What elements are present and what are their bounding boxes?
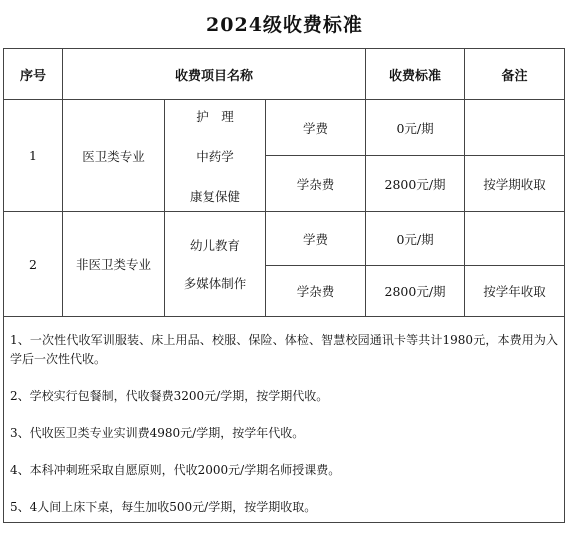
note-item: 5、4人间上床下桌，每生加收500元/学期，按学期收取。 <box>10 499 317 514</box>
fee-name: 学杂费 <box>266 266 366 317</box>
note-item: 1、一次性代收军训服装、床上用品、校服、保险、体检、智慧校园通讯卡等共计1980元，本费用为入学后一次性代收。 <box>10 332 559 366</box>
header-standard: 收费标准 <box>366 49 465 100</box>
table-row <box>4 212 565 266</box>
group-category: 医卫类专业 <box>63 100 165 212</box>
note-item: 3、代收医卫类专业实训费4980元/学期，按学年代收。 <box>10 425 305 440</box>
fee-name: 学杂费 <box>266 156 366 212</box>
note-item: 2、学校实行包餐制，代收餐费3200元/学期，按学期代收。 <box>10 388 329 403</box>
major-name: 康复保健 <box>189 188 240 204</box>
notes-row <box>4 317 565 523</box>
major-name: 中药学 <box>196 148 234 164</box>
fee-remark: 按学期收取 <box>465 156 565 212</box>
fee-amount: 0元/期 <box>366 100 465 156</box>
table-header-row <box>4 49 565 100</box>
fee-name: 学费 <box>266 212 366 266</box>
group-majors <box>165 212 266 317</box>
fee-amount: 2800元/期 <box>366 156 465 212</box>
notes-cell <box>4 317 565 523</box>
fee-remark <box>465 100 565 156</box>
fee-name: 学费 <box>266 100 366 156</box>
fee-amount: 0元/期 <box>366 212 465 266</box>
fee-amount: 2800元/期 <box>366 266 465 317</box>
group-no: 1 <box>4 100 63 212</box>
fee-remark: 按学年收取 <box>465 266 565 317</box>
major-name: 多媒体制作 <box>183 276 247 291</box>
fee-remark <box>465 212 565 266</box>
major-name: 护 理 <box>196 108 234 124</box>
group-majors <box>165 100 266 212</box>
header-no: 序号 <box>4 49 63 100</box>
group-category: 非医卫类专业 <box>63 212 165 317</box>
page-title: 2024级收费标准 <box>206 14 363 36</box>
note-item: 4、本科冲刺班采取自愿原则，代收2000元/学期名师授课费。 <box>10 462 341 477</box>
header-remark: 备注 <box>465 49 565 100</box>
major-name: 幼儿教育 <box>189 238 240 253</box>
fee-table <box>3 48 565 523</box>
header-item: 收费项目名称 <box>63 49 366 100</box>
table-row <box>4 100 565 156</box>
group-no: 2 <box>4 212 63 317</box>
